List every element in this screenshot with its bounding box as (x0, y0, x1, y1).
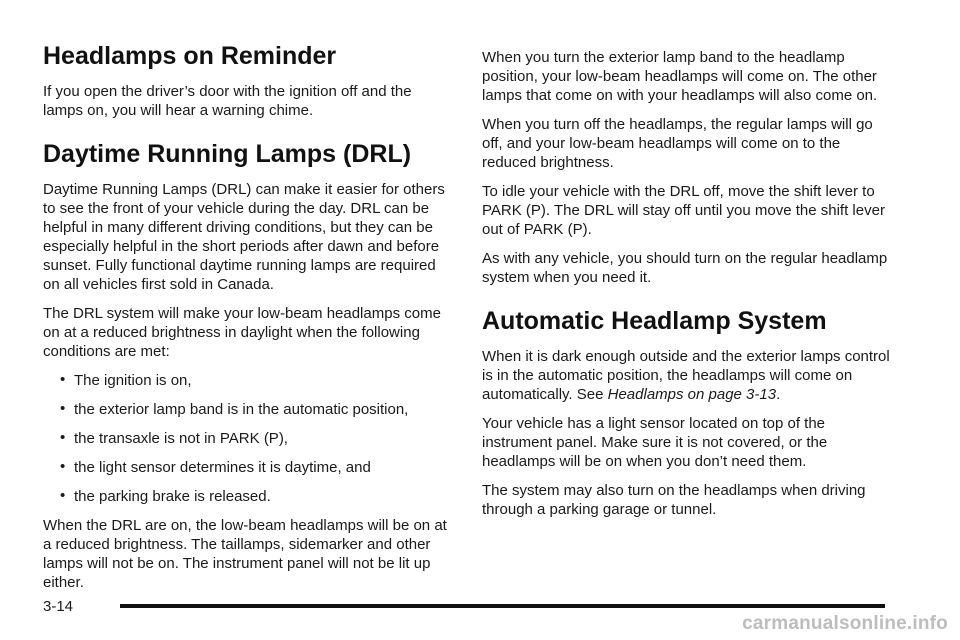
bullet-icon: • (60, 429, 66, 446)
watermark: carmanualsonline.info (742, 613, 948, 634)
bullet-icon: • (60, 487, 66, 504)
paragraph: Daytime Running Lamps (DRL) can make it easier for others to see the front of your vehicle during the day. DRL can be helpful in many different driving conditions, but they can be especially helpful in the short periods after dawn and before sunset. Fully functional daytime running lamps are required on all vehicles first sold in Canada. (43, 181, 445, 293)
list-item (43, 429, 453, 448)
list-item (43, 400, 453, 419)
heading-drl: Daytime Running Lamps (DRL) (43, 140, 412, 168)
paragraph: To idle your vehicle with the DRL off, move the shift lever to PARK (P). The DRL will stay off until you move the shift lever out of PARK (P). (482, 183, 885, 238)
paragraph-end: . (776, 386, 781, 403)
conditions-list (43, 371, 453, 506)
list-item (43, 371, 453, 390)
paragraph: As with any vehicle, you should turn on the regular headlamp system when you need it. (482, 250, 888, 286)
paragraph: The system may also turn on the headlamps when driving through a parking garage or tunnel. (482, 482, 866, 518)
list-item-text: the exterior lamp band is in the automatic position, (74, 401, 409, 418)
bullet-icon: • (60, 400, 66, 417)
paragraph-text: When it is dark enough outside and the exterior lamps control is in the automatic position, the headlamps will come on automatically. See (482, 348, 890, 403)
cross-reference-link[interactable]: Headlamps on page 3-13 (607, 386, 777, 403)
page-number: 3-14 (43, 598, 74, 615)
list-item-text: the parking brake is released. (74, 488, 271, 505)
list-item-text: the light sensor determines it is daytime, and (74, 459, 371, 476)
heading-automatic-headlamp: Automatic Headlamp System (482, 307, 827, 335)
paragraph: When the DRL are on, the low-beam headlamps will be on at a reduced brightness. The taillamps, sidemarker and other lamps will not be on. The instrument panel will not be lit up either. (43, 517, 447, 591)
list-item (43, 487, 453, 506)
paragraph: The DRL system will make your low-beam headlamps come on at a reduced brightness in daylight when the following conditions are met: (43, 305, 441, 360)
list-item-text: the transaxle is not in PARK (P), (74, 430, 288, 447)
paragraph: When you turn off the headlamps, the regular lamps will go off, and your low-beam headlamps will come on to the reduced brightness. (482, 116, 873, 171)
right-column (482, 48, 892, 529)
paragraph: If you open the driver’s door with the ignition off and the lamps on, you will hear a warning chime. (43, 83, 412, 119)
paragraph: Your vehicle has a light sensor located on top of the instrument panel. Make sure it is not covered, or the headlamps will be on when you don’t need them. (482, 415, 828, 470)
list-item-text: The ignition is on, (74, 372, 192, 389)
paragraph (482, 347, 892, 404)
heading-headlamps-reminder: Headlamps on Reminder (43, 42, 337, 70)
footer-divider (120, 604, 885, 608)
paragraph: When you turn the exterior lamp band to the headlamp position, your low-beam headlamps will come on. The other lamps that come on with your headlamps will also come on. (482, 49, 878, 104)
bullet-icon: • (60, 458, 66, 475)
left-column (43, 40, 453, 602)
list-item (43, 458, 453, 477)
bullet-icon: • (60, 371, 66, 388)
